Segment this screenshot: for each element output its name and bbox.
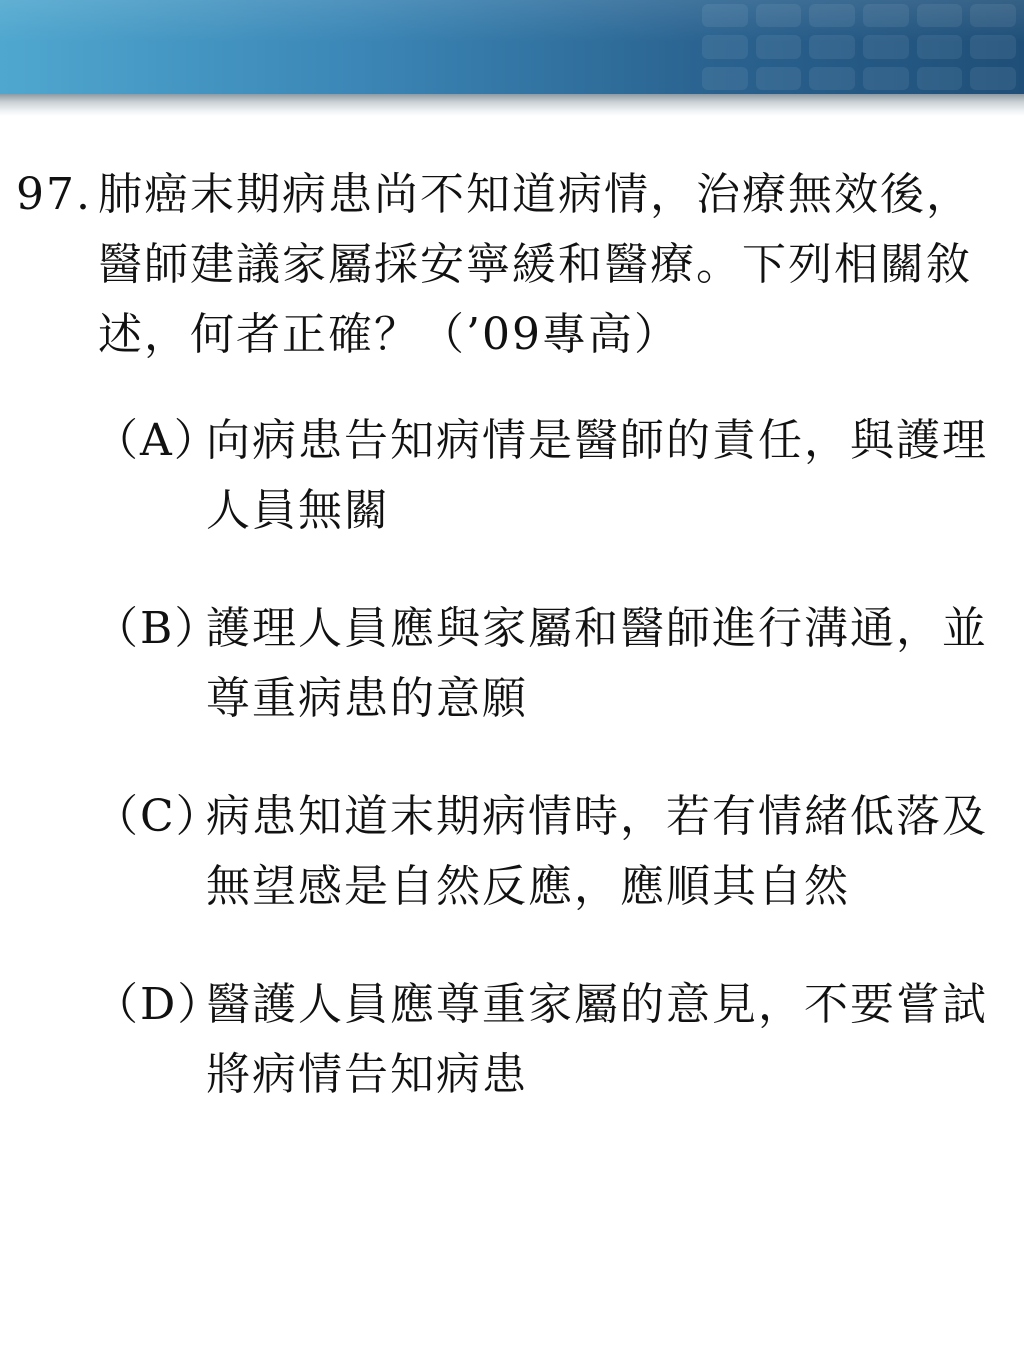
option-d (94, 970, 1006, 1110)
banner-divider (0, 94, 1024, 116)
option-b (94, 594, 1006, 734)
question (0, 160, 998, 370)
question-text: 肺癌末期病患尚不知道病情，治療無效後，醫師建議家屬採安寧緩和醫療。下列相關敘述，何者正確？（’09專高） (98, 169, 972, 360)
option-text: 醫護人員應尊重家屬的意見，不要嘗試將病情告知病患 (206, 979, 988, 1100)
slide-content (0, 160, 1024, 1158)
option-c (94, 782, 1006, 922)
option-label: （D） (94, 979, 224, 1030)
option-text: 護理人員應與家屬和醫師進行溝通，並尊重病患的意願 (206, 603, 988, 724)
answer-options (94, 406, 1024, 1110)
option-label: （B） (94, 603, 221, 654)
banner-tile-pattern (694, 0, 1024, 94)
option-label: （A） (94, 415, 220, 466)
question-number: 97. (16, 169, 92, 220)
option-text: 向病患告知病情是醫師的責任，與護理人員無關 (206, 415, 988, 536)
option-a (94, 406, 1006, 546)
option-label: （C） (94, 791, 222, 842)
option-text: 病患知道末期病情時，若有情緒低落及無望感是自然反應，應順其自然 (206, 791, 988, 912)
header-banner (0, 0, 1024, 94)
